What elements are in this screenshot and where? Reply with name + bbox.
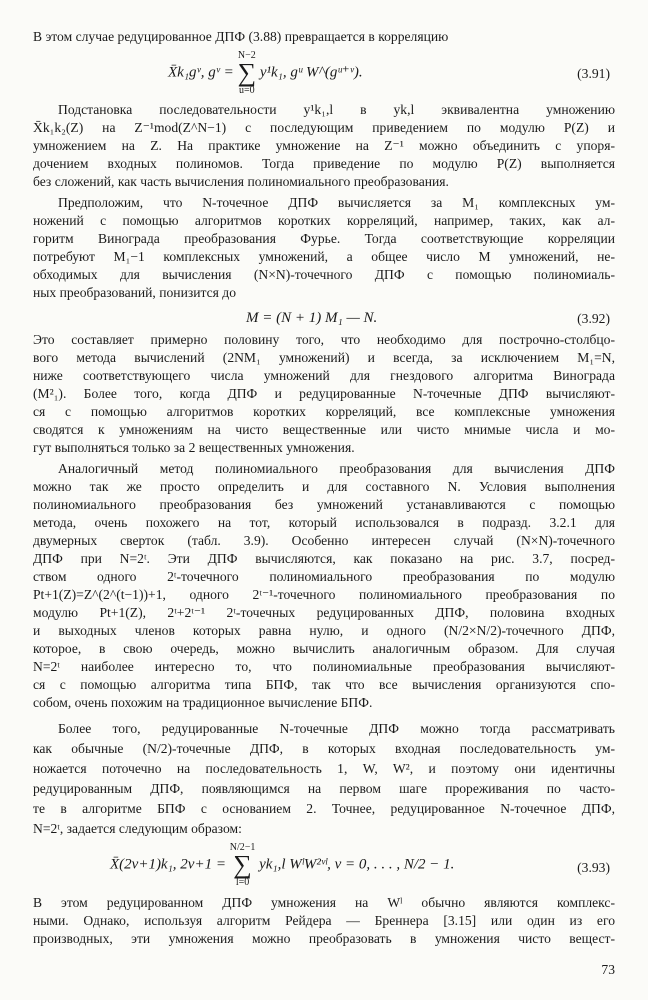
equation-number: (3.92) [577, 311, 610, 326]
text-line: ся с помощью алгоритма типа БПФ, так что все вычисления организуются спо- [33, 677, 615, 692]
text-line: вого метода вычислений (2NM₁ умножений) и всегда, за исключением M₁=N, [33, 350, 615, 365]
text-line: горитм Винограда преобразования Фурье. Тогда соответствующие корреляции [33, 231, 615, 246]
text-line: сводятся к умножениям на чисто вещественные или чисто мнимые числа и мо- [33, 422, 615, 437]
text-line: N=2ᵗ наиболее интересно то, что полиномиальные преобразования вычисляют- [33, 659, 615, 674]
text-line: Подстановка последовательности y¹k₁,l в yk,l эквивалентна умножению [58, 102, 615, 117]
text-line: Это составляет примерно половину того, что необходимо для построчно-столбцо- [33, 332, 615, 347]
text-line: ДПФ при N=2ᵗ. Эти ДПФ вычисляются, как показано на рис. 3.7, посред- [33, 551, 615, 566]
equation-rhs: yk₁,l WˡW²ᵛˡ, v = 0, . . . , N/2 − 1. [259, 856, 455, 873]
text-line: производных, эти умножения можно преобразовать в умножения чисто вещест- [33, 931, 615, 946]
equation-rhs: y¹k₁, gᵘ W^(gᵘ⁺ᵛ). [259, 64, 363, 81]
sum-upper-limit: N/2−1 [229, 842, 256, 853]
equation-number: (3.91) [577, 66, 610, 81]
equation-lhs: X̄k₁gᵛ, gᵛ = [168, 64, 234, 81]
text-line: Аналогичный метод полиномиального преобразования для вычисления ДПФ [58, 461, 615, 476]
equation-3-92 [246, 310, 377, 327]
sum-lower-limit: u=0 [239, 85, 255, 96]
page-number: 73 [601, 962, 615, 977]
text-line: метода, очень похожего на тот, который использовался в подразд. 3.2.1 для [33, 515, 615, 530]
text-line: как обычные (N/2)-точечные ДПФ, в которых входная последовательность ум- [33, 741, 615, 756]
sum-lower-limit: l=0 [235, 877, 250, 888]
text-line: гут выполняться только за 2 вещественных умножения. [33, 440, 355, 455]
equation-3-91 [168, 50, 363, 96]
text-line: умножением на Z. На практике умножение на Z⁻¹ можно объединить с упоря- [33, 138, 615, 153]
text-line: те в алгоритме БПФ с основанием 2. Точнее, редуцированное N-точечное ДПФ, [33, 801, 615, 816]
text-line: X̄k₁k₂(Z) на Z⁻¹mod(Z^N−1) с последующим приведением по модулю P(Z) и [33, 120, 615, 135]
text-line: потребуют M₁−1 комплексных умножений, а общее число M умножений, не- [33, 249, 615, 264]
sigma-symbol: ∑ [237, 58, 257, 87]
text-line: В этом редуцированном ДПФ умножения на Wˡ обычно являются комплекс- [33, 895, 615, 910]
text-line: можно так же просто определить и для составного N. Условия выполнения [33, 479, 615, 494]
text-line: полиномиального преобразования без умножений устанавливаются с помощью [33, 497, 615, 512]
text-line: без сложений, как часть вычисления полиномиального преобразования. [33, 174, 449, 189]
text-line: которое, в свою очередь, можно вычислить аналогичным образом. Для случая [33, 641, 615, 656]
summation [238, 50, 257, 96]
text-line: модулю Pt+1(Z), 2ᵗ+2ᵗ⁻¹ 2ᵗ-точечных редуцированных ДПФ, половина входных [33, 605, 615, 620]
equation-lhs: X̄(2v+1)k₁, 2v+1 = [110, 856, 226, 873]
text-line: В этом случае редуцированное ДПФ (3.88) превращается в корреляцию [33, 29, 449, 44]
text-line: собом, очень похожим на традиционное вычисление БПФ. [33, 695, 373, 710]
equation-number: (3.93) [577, 860, 610, 875]
text-line: ниже соответствующего числа умножений для гнездового алгоритма Винограда [33, 368, 615, 383]
text-line: двумерных сверток (табл. 3.9). Особенно интересен случай (N×N)-точечного [33, 533, 615, 548]
summation [230, 842, 256, 888]
text-line: обходимых для вычисления (N×N)-точечного ДПФ с помощью полиномиаль- [33, 267, 615, 282]
text-line: ством одного 2ᵗ-точечного полиномиального преобразования по модулю [33, 569, 615, 584]
sigma-symbol: ∑ [233, 850, 252, 879]
text-line: ножений с помощью алгоритмов коротких корреляций, например, таких, как ал- [33, 213, 615, 228]
text-line: N=2ᵗ, задается следующим образом: [33, 821, 242, 836]
text-line: дочением входных полиномов. Тогда приведение по модулю P(Z) выполняется [33, 156, 615, 171]
text-line: ся с помощью алгоритмов коротких корреляций, все комплексные умножения [33, 404, 615, 419]
text-line: редуцированным ДПФ, появляющимся на первом шаге прореживания по часто- [33, 781, 615, 796]
text-line: Pt+1(Z)=Z^(2^(t−1))+1, одного 2ᵗ⁻¹-точечного полиномиального преобразования по [33, 587, 615, 602]
text-line: ных преобразований, понизится до [33, 285, 237, 300]
sum-upper-limit: N−2 [237, 50, 256, 61]
text-line: (M²₁). Более того, когда ДПФ и редуцированные N-точечные ДПФ вычисляют- [33, 386, 615, 401]
text-line: ножается поточечно на последовательность 1, W, W², и поэтому они идентичны [33, 761, 615, 776]
equation-text: M = (N + 1) M₁ — N. [246, 310, 378, 326]
text-line: ными. Однако, используя алгоритм Рейдера — Бреннера [3.15] или один из его [33, 913, 615, 928]
equation-3-93 [110, 842, 454, 888]
text-line: Более того, редуцированные N-точечные ДПФ можно тогда рассматривать [58, 721, 615, 736]
text-line: Предположим, что N-точечное ДПФ вычисляется за M₁ комплексных ум- [58, 195, 615, 210]
text-line: и выходных членов которых равна нулю, и одного (N/2×N/2)-точечного ДПФ, [33, 623, 615, 638]
